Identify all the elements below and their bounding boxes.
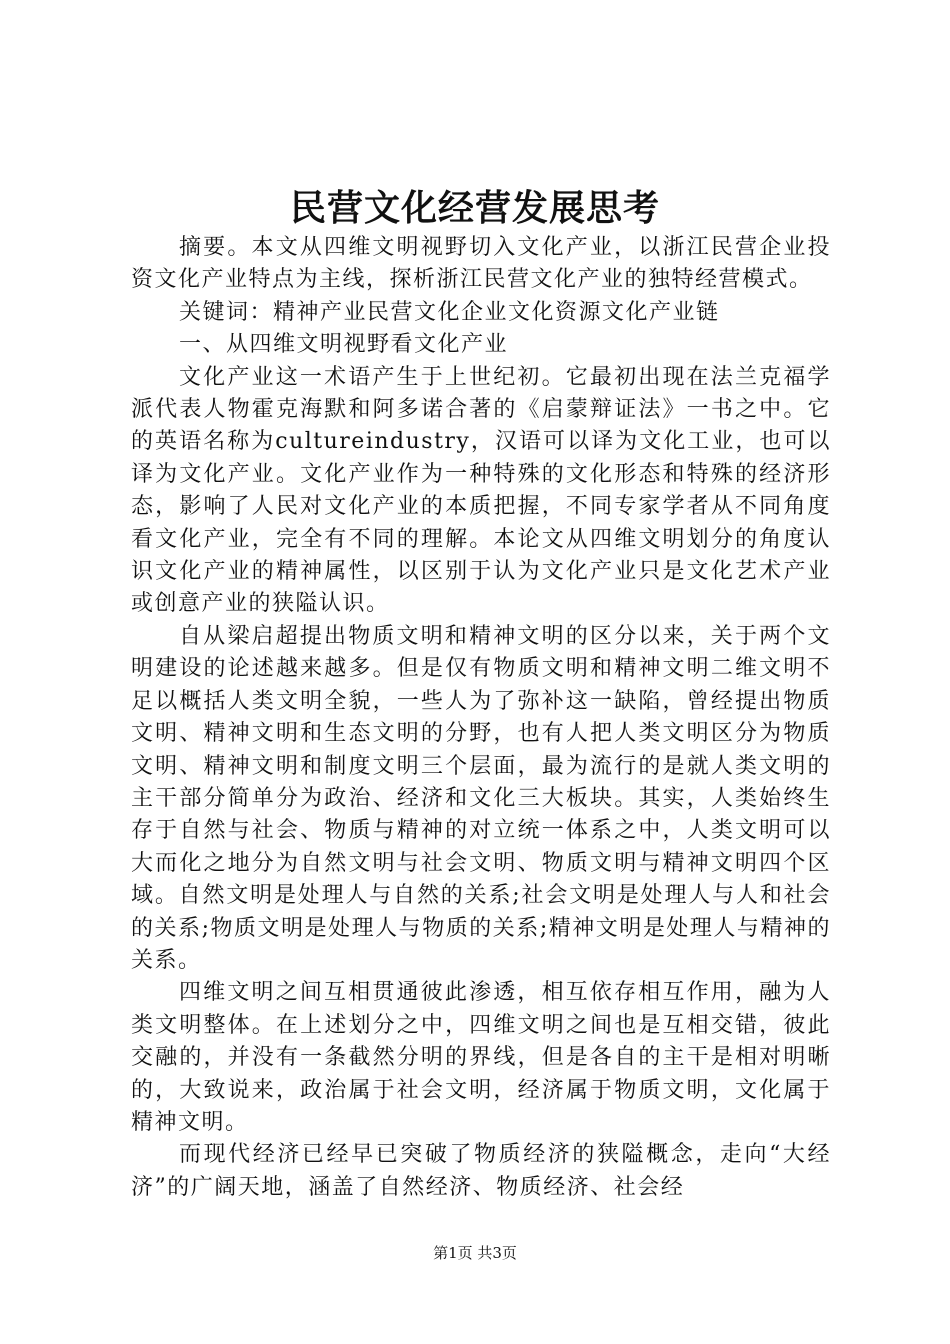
body-paragraph: 文化产业这一术语产生于上世纪初。它最初出现在法兰克福学派代表人物霍克海默和阿多诺合著的《启蒙辩证法》一书之中。它的英语名称为cultureindustry，汉语可以译为文化工业，也可以译为文化产业。文化产业作为一种特殊的文化形态和特殊的经济形态，影响了人民对文化产业的本质把握，不同专家学者从不同角度看文化产业，完全有不同的理解。本论文从四维文明划分的角度认识文化产业的精神属性，以区别于认为文化产业只是文化艺术产业或创意产业的狭隘认识。 <box>131 364 831 617</box>
abstract-paragraph: 摘要。本文从四维文明视野切入文化产业，以浙江民营企业投资文化产业特点为主线，探析浙江民营文化产业的独特经营模式。 <box>131 235 831 293</box>
document-title: 民营文化经营发展思考 <box>289 188 660 229</box>
body-paragraph: 四维文明之间互相贯通彼此渗透，相互依存相互作用，融为人类文明整体。在上述划分之中，四维文明之间也是互相交错，彼此交融的，并没有一条截然分明的界线，但是各自的主干是相对明晰的，大致说来，政治属于社会文明，经济属于物质文明，文化属于精神文明。 <box>131 980 831 1135</box>
page-footer: 第1页 共3页 <box>433 1244 517 1262</box>
section-heading: 一、从四维文明视野看文化产业 <box>179 332 509 358</box>
document-body <box>131 232 831 1204</box>
keywords-paragraph: 关键词：精神产业民营文化企业文化资源文化产业链 <box>179 299 720 325</box>
body-paragraph: 自从梁启超提出物质文明和精神文明的区分以来，关于两个文明建设的论述越来越多。但是仅有物质文明和精神文明二维文明不足以概括人类文明全貌，一些人为了弥补这一缺陷，曾经提出物质文明、精神文明和生态文明的分野，也有人把人类文明区分为物质文明、精神文明和制度文明三个层面，最为流行的是就人类文明的主干部分简单分为政治、经济和文化三大板块。其实，人类始终生存于自然与社会、物质与精神的对立统一体系之中，人类文明可以大而化之地分为自然文明与社会文明、物质文明与精神文明四个区域。自然文明是处理人与自然的关系;社会文明是处理人与人和社会的关系;物质文明是处理人与物质的关系;精神文明是处理人与精神的关系。 <box>131 623 831 973</box>
body-paragraph: 而现代经济已经早已突破了物质经济的狭隘概念，走向“大经济”的广阔天地，涵盖了自然经济、物质经济、社会经 <box>131 1142 831 1200</box>
